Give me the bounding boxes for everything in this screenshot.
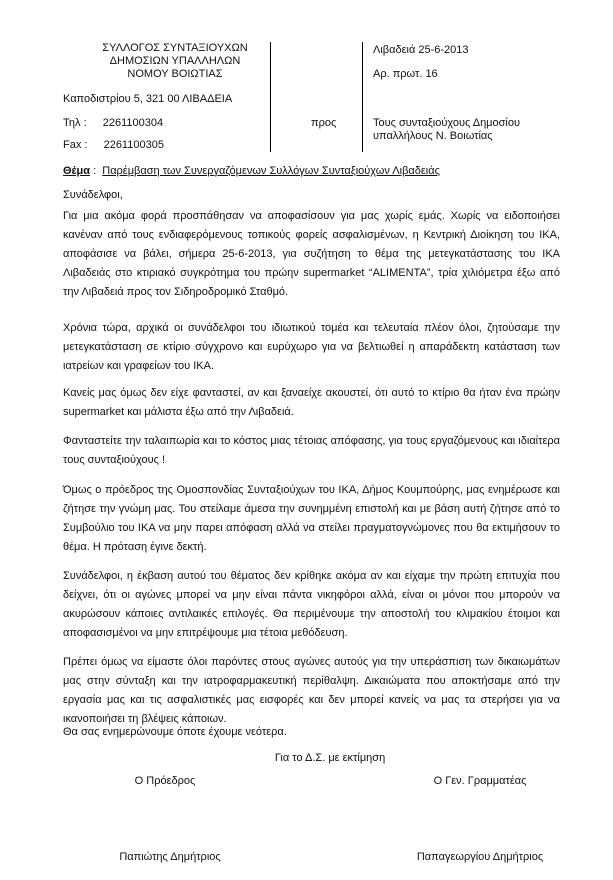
place-date: Λιβαδειά 25-6-2013 xyxy=(373,44,469,56)
subject-line xyxy=(63,165,440,177)
subject-label: Θέμα xyxy=(63,165,91,177)
to-label: προς xyxy=(311,117,337,129)
sender-line-1: ΣΥΛΛΟΓΟΣ ΣΥΝΤΑΞΙΟΥΧΩΝ xyxy=(102,42,248,54)
sender-fax xyxy=(63,139,164,151)
paragraph-2-text: Χρόνια τώρα, αρχικά οι συνάδελφοι του ιδιωτικού τομέα και τελευταία πλέον όλοι, ζητούσαμε την μετεγκατάσταση σε κτίριο σύγχρονο και ευρύχωρο για να βελτιωθεί η απαράδεκτη κατάσταση των ιατρείων και γραφείων του ΙΚΑ. xyxy=(63,322,560,372)
tel-label: Τηλ : xyxy=(63,117,87,129)
sender-tel xyxy=(63,117,163,129)
header-divider-right xyxy=(362,42,363,152)
paragraph-1 xyxy=(63,207,560,302)
fax-value: 2261100305 xyxy=(103,139,164,151)
greeting: Συνάδελφοι, xyxy=(63,189,123,201)
subject-text: Παρέμβαση των Συνεργαζόμενων Συλλόγων Συνταξιούχων Λιβαδειάς xyxy=(102,165,440,177)
signature-right-title: Ο Γεν. Γραμματέας xyxy=(433,775,527,787)
recipient-line-1: Τους συνταξιούχους Δημοσίου xyxy=(373,117,521,129)
sender-line-2: ΔΗΜΟΣΙΩΝ ΥΠΑΛΛΗΛΩΝ xyxy=(109,55,241,67)
closing-line: Θα σας ενημερώνουμε όποτε έχουμε νεότερα. xyxy=(63,726,287,738)
paragraph-1-text: Για μια ακόμα φορά προσπάθησαν να αποφασίσουν για μας χωρίς εμάς. Χωρίς να ειδοποιήσει κανέναν από τους ενδιαφερόμενους τοπικούς φορείς ασφαλισμένων, η Κεντρική Διοίκηση του ΙΚΑ, αποφάσισε να βάλει, σήμερα 25-6-2013, για συζήτηση το θέμα της μετεγκατάστασης του ΙΚΑ Λιβαδειάς στο κτιριακό συγκρότημα του πρώην supermarket “ALIMENTA”, τρία χιλιόμετρα έξω από την Λιβαδειά προς τον Σιδηροδρομικό Σταθμό. xyxy=(63,210,560,298)
paragraph-6 xyxy=(63,567,560,643)
signature-left-title: Ο Πρόεδρος xyxy=(134,775,196,787)
tel-value: 2261100304 xyxy=(102,117,164,129)
sender-line-3: ΝΟΜΟΥ ΒΟΙΩΤΙΑΣ xyxy=(127,68,223,80)
signature-intro: Για το Δ.Σ. με εκτίμηση xyxy=(274,752,386,764)
protocol-number: Αρ. πρωτ. 16 xyxy=(373,68,438,80)
paragraph-5-text: Όμως ο πρόεδρος της Ομοσπονδίας Συνταξιούχων του ΙΚΑ, Δήμος Κουμπούρης, μας ενημέρωσε και ζήτησε την γνώμη μας. Του στείλαμε άμεσα την συνημμένη επιστολή και με βάση αυτή ζήτησε από το Συμβούλιο του ΙΚΑ να μην παρει απόφαση αλλά να στείλει πραγματογνώμονες που θα εκτιμήσουν το θέμα. Η πρόταση έγινε δεκτή. xyxy=(63,484,560,553)
paragraph-4 xyxy=(63,432,560,470)
paragraph-2 xyxy=(63,319,560,376)
paragraph-7 xyxy=(63,653,560,729)
recipient xyxy=(373,117,520,143)
paragraph-6-text: Συνάδελφοι, η έκβαση αυτού του θέματος δεν κρίθηκε ακόμα αν και είχαμε την πρώτη επιτυχία που δείχνει, ότι οι αγώνες μπορεί να μην είναι πάντα νικηφόροι αλλά, είναι οι μόνοι που μπορούν να ακυρώσουν κάποιες αντιλαικές επιλογές. Θα περιμένουμε την αποστολή του κλιμακίου έτοιμοι και αποφασισμένοι να μην επιτρέψουμε μια τέτοια μεθόδευση. xyxy=(63,570,560,639)
recipient-line-2: υπαλλήλους Ν. Βοιωτίας xyxy=(373,130,493,142)
signature-left-name: Παπιώτης Δημήτριος xyxy=(119,851,221,863)
paragraph-3 xyxy=(63,384,560,422)
paragraph-3-text: Κανείς μας όμως δεν είχε φανταστεί, αν και ξαναείχε ακουστεί, ότι αυτό το κτίριο θα ήταν ένα πρώην supermarket και μάλιστα έξω από την Λιβαδειά. xyxy=(63,387,560,418)
signature-right-name: Παπαγεωργίου Δημήτριος xyxy=(416,851,544,863)
sender-address: Καποδιστρίου 5, 321 00 ΛΙΒΑΔΕΙΑ xyxy=(63,93,233,105)
header-divider-left xyxy=(270,42,271,152)
paragraph-5 xyxy=(63,481,560,557)
paragraph-7-text: Πρέπει όμως να είμαστε όλοι παρόντες στους αγώνες αυτούς για την υπεράσπιση των δικαιωμάτων μας στην σύνταξη και την ιατροφαρμακευτική περίθαλψη. Δικαιώματα που αποκτήσαμε από την εργασία μας και τις ασφαλιστικές μας εισφορές και δεν μπορεί κανείς να μας τα στερήσει για να ικανοποιήσει τη βλέψεις κάποιων. xyxy=(63,656,560,725)
paragraph-4-text: Φανταστείτε την ταλαιπωρία και το κόστος μιας τέτοιας απόφασης, για τους εργαζόμενους και ιδιαίτερα τους συνταξιούχους ! xyxy=(63,435,560,466)
sender-organization xyxy=(80,42,270,81)
subject-separator: : xyxy=(90,165,103,177)
fax-label: Fax : xyxy=(63,139,88,151)
